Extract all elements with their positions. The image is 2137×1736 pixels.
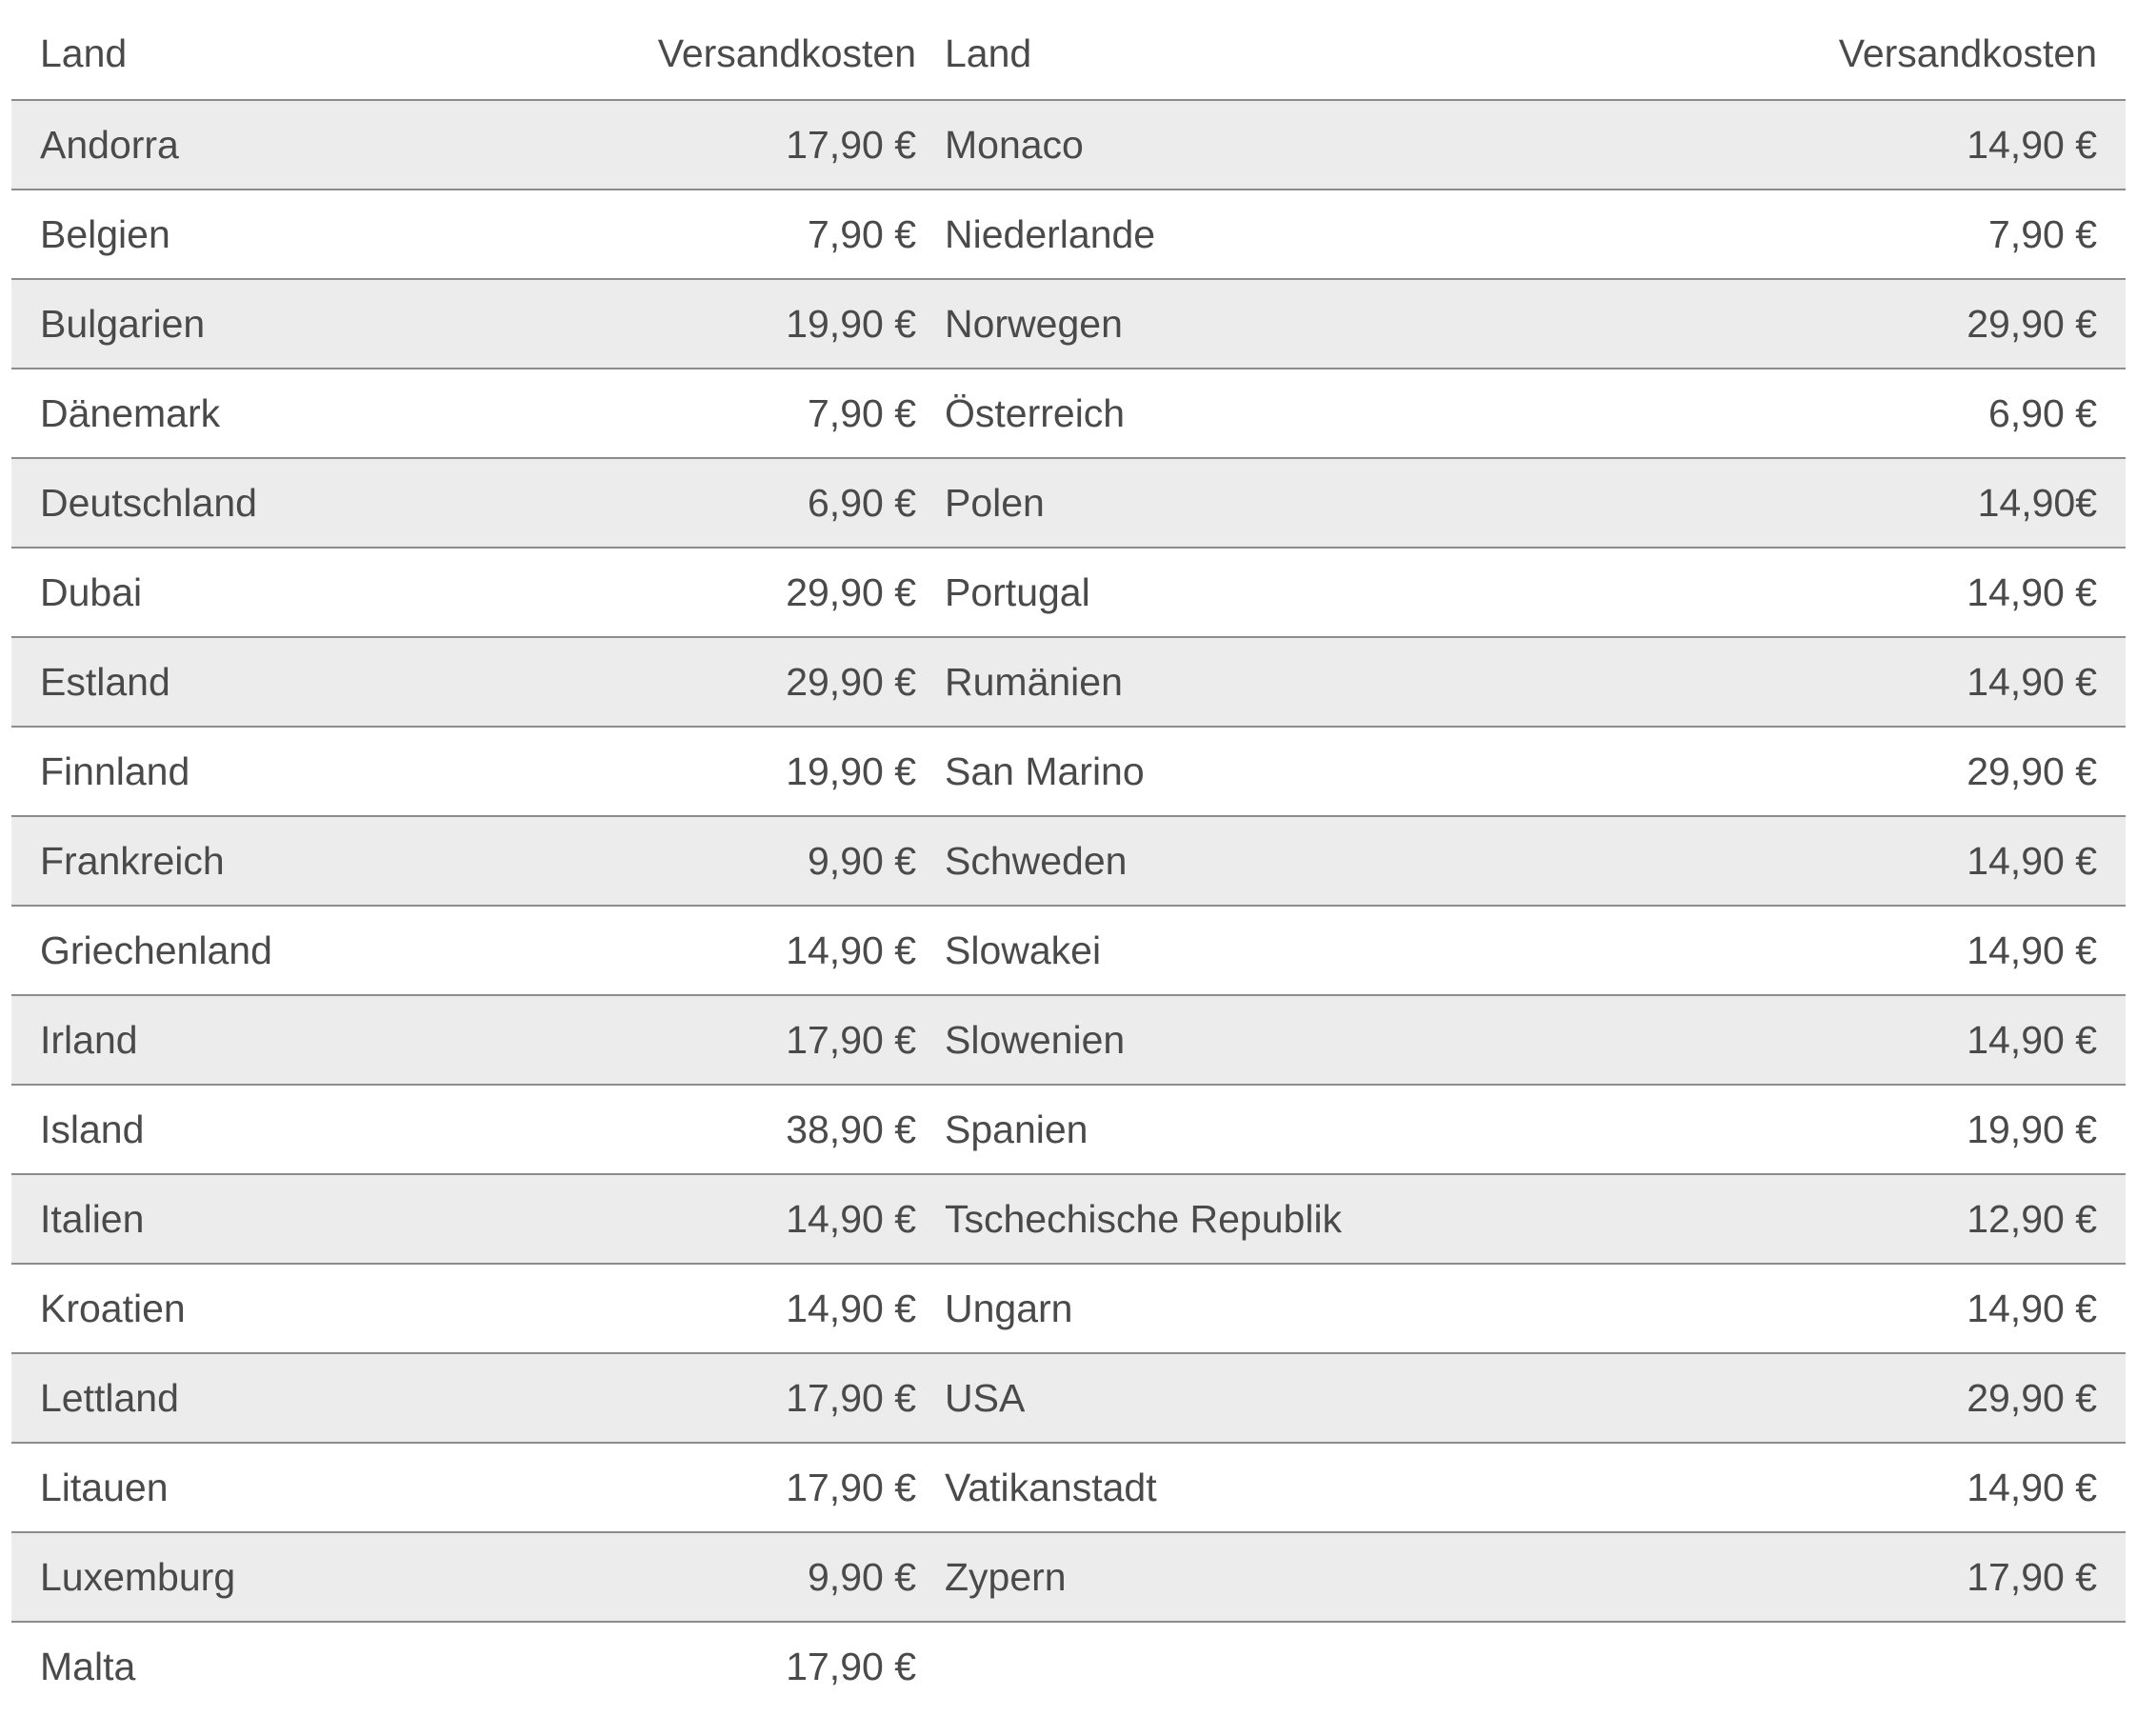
cost-cell-left: 7,90 € <box>516 190 916 279</box>
country-cell-right: Schweden <box>916 816 1507 906</box>
country-cell-left: Litauen <box>11 1443 516 1532</box>
cost-cell-left: 17,90 € <box>516 1353 916 1443</box>
country-cell-right: Polen <box>916 458 1507 548</box>
country-cell-left: Finnland <box>11 727 516 816</box>
country-cell-left: Griechenland <box>11 906 516 995</box>
country-cell-left: Estland <box>11 637 516 727</box>
country-cell-right: San Marino <box>916 727 1507 816</box>
cost-cell-right: 12,90 € <box>1507 1174 2126 1264</box>
header-row <box>11 0 2126 100</box>
cost-cell-right: 14,90 € <box>1507 906 2126 995</box>
table-row <box>11 458 2126 548</box>
table-row <box>11 906 2126 995</box>
country-cell-right: Vatikanstadt <box>916 1443 1507 1532</box>
cost-cell-left: 17,90 € <box>516 995 916 1085</box>
cost-cell-right: 29,90 € <box>1507 1353 2126 1443</box>
country-cell-left: Dänemark <box>11 369 516 458</box>
country-cell-right: Rumänien <box>916 637 1507 727</box>
country-cell-left: Island <box>11 1085 516 1174</box>
table-row <box>11 1264 2126 1353</box>
cost-cell-left: 9,90 € <box>516 816 916 906</box>
country-cell-left: Malta <box>40 1645 136 1688</box>
cost-cell-left: 17,90 € <box>516 1443 916 1532</box>
table-body <box>11 100 2126 1711</box>
cost-cell-right: 29,90 € <box>1507 727 2126 816</box>
country-cell-right: Spanien <box>916 1085 1507 1174</box>
country-cell-right: Niederlande <box>916 190 1507 279</box>
country-cell-left: Andorra <box>11 100 516 190</box>
cost-cell-left: 38,90 € <box>516 1085 916 1174</box>
shipping-costs-table <box>11 0 2126 1711</box>
cost-cell-left: 29,90 € <box>516 548 916 637</box>
cost-cell-left: 14,90 € <box>516 906 916 995</box>
cost-cell-left: 6,90 € <box>516 458 916 548</box>
table-row <box>11 100 2126 190</box>
table-header <box>11 0 2126 100</box>
cost-cell-right: 17,90 € <box>1507 1532 2126 1622</box>
cost-cell-right: 6,90 € <box>1507 369 2126 458</box>
header-cost-right: Versandkosten <box>1507 0 2126 100</box>
table-row <box>11 637 2126 727</box>
table-row <box>11 995 2126 1085</box>
table-row <box>11 369 2126 458</box>
country-cell-left: Irland <box>11 995 516 1085</box>
country-cell-left: Luxemburg <box>11 1532 516 1622</box>
cost-cell-right: 14,90€ <box>1507 458 2126 548</box>
country-cell-right: Tschechische Republik <box>916 1174 1507 1264</box>
country-cell-left: Dubai <box>11 548 516 637</box>
cost-cell-right: 14,90 € <box>1507 100 2126 190</box>
table-row <box>11 548 2126 637</box>
cost-cell-right: 14,90 € <box>1507 637 2126 727</box>
table-row <box>11 1532 2126 1622</box>
table-row <box>11 1085 2126 1174</box>
cost-cell-right: 14,90 € <box>1507 1264 2126 1353</box>
cost-cell-left: 19,90 € <box>516 279 916 369</box>
country-cell-left: Deutschland <box>11 458 516 548</box>
cost-cell-left: 9,90 € <box>516 1532 916 1622</box>
header-land-right: Land <box>916 0 1507 100</box>
country-cell-left: Italien <box>11 1174 516 1264</box>
country-cell-right <box>916 1622 1507 1711</box>
country-cell-right: Slowakei <box>916 906 1507 995</box>
country-cell-right: USA <box>916 1353 1507 1443</box>
table-row <box>11 1174 2126 1264</box>
header-cost-left: Versandkosten <box>516 0 916 100</box>
country-cell-right: Zypern <box>916 1532 1507 1622</box>
country-cell-right: Portugal <box>916 548 1507 637</box>
cost-cell-right: 29,90 € <box>1507 279 2126 369</box>
cost-cell-right: 14,90 € <box>1507 548 2126 637</box>
cost-cell-right: 7,90 € <box>1507 190 2126 279</box>
country-cell-left: Frankreich <box>11 816 516 906</box>
cost-cell-left: 19,90 € <box>516 727 916 816</box>
cost-cell-left: 14,90 € <box>516 1174 916 1264</box>
cost-cell-right: 14,90 € <box>1507 995 2126 1085</box>
cost-cell-left: 29,90 € <box>516 637 916 727</box>
country-cell-left: Belgien <box>11 190 516 279</box>
cost-cell-left: 7,90 € <box>516 369 916 458</box>
country-cell-right: Slowenien <box>916 995 1507 1085</box>
table-row <box>11 816 2126 906</box>
cost-cell-left: 17,90 € <box>786 1645 916 1688</box>
country-cell-right: Norwegen <box>916 279 1507 369</box>
cost-cell-left: 17,90 € <box>516 100 916 190</box>
country-cell-left: Bulgarien <box>11 279 516 369</box>
country-cell-right: Monaco <box>916 100 1507 190</box>
table-row <box>11 279 2126 369</box>
table-row <box>11 1353 2126 1443</box>
country-cell-left: Kroatien <box>11 1264 516 1353</box>
cost-cell-right: 19,90 € <box>1507 1085 2126 1174</box>
table-row <box>11 1622 2126 1711</box>
cost-cell-right <box>1507 1622 2126 1711</box>
country-cell-right: Österreich <box>916 369 1507 458</box>
table-row <box>11 190 2126 279</box>
cost-cell-right: 14,90 € <box>1507 1443 2126 1532</box>
header-land-left: Land <box>11 0 516 100</box>
cost-cell-right: 14,90 € <box>1507 816 2126 906</box>
table-row <box>11 1443 2126 1532</box>
country-cell-right: Ungarn <box>916 1264 1507 1353</box>
country-cell-left: Lettland <box>11 1353 516 1443</box>
table-row <box>11 727 2126 816</box>
cost-cell-left: 14,90 € <box>516 1264 916 1353</box>
